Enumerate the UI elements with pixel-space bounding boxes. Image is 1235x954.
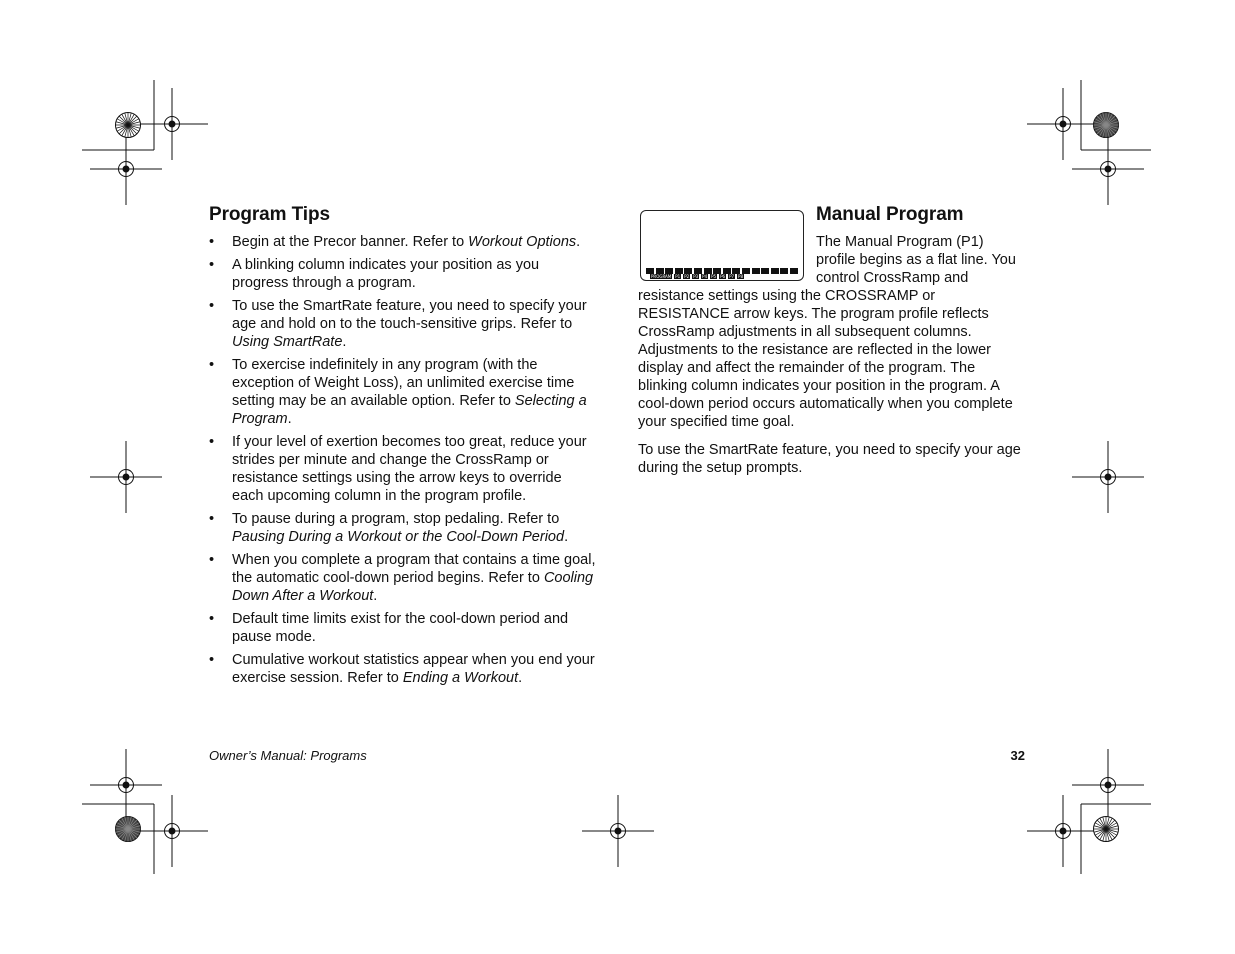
- registration-crosshair: [90, 749, 162, 821]
- tip-end: .: [373, 588, 378, 604]
- registration-crosshair: [1072, 133, 1144, 205]
- manual-program-paragraph: To use the SmartRate feature, you need to specify your age during the setup prompts.: [638, 442, 1021, 476]
- program-key-label: P5: [711, 274, 717, 279]
- tip-text: To use the SmartRate feature, you need to specify your age and hold on to the touch-sensitive grips. Refer to: [232, 298, 587, 332]
- color-rosette: [116, 817, 141, 842]
- tip-end: .: [564, 529, 569, 545]
- bullet-glyph: •: [209, 652, 215, 668]
- color-rosette: [1094, 817, 1119, 842]
- page-number: 32: [1010, 748, 1025, 763]
- registration-crosshair: [1072, 441, 1144, 513]
- profile-column: [771, 268, 779, 274]
- bullet-glyph: •: [209, 611, 215, 627]
- tip-text: To exercise indefinitely in any program (with the exception of Weight Loss), an unlimited exercise time setting may be an available option. Refer to: [232, 357, 575, 409]
- manual-program-paragraph: The Manual Program (P1) profile begins as a flat line. You control CrossRamp and resistance settings using the CROSSRAMP or RESISTANCE arrow keys. The program profile reflects CrossRamp adjustments in all subsequent columns. Adjustments to the resistance are reflected in the lower display and affect the remainder of the program. The blinking column indicates your position in the program. A cool-down period occurs automatically when you complete your specified time goal.: [638, 234, 1016, 430]
- program-key-label: P1: [675, 274, 681, 279]
- bullet-glyph: •: [209, 234, 215, 250]
- tip-item: [209, 233, 597, 251]
- program-key-label: P6: [720, 274, 726, 279]
- registration-crosshair: [136, 88, 208, 160]
- tip-reference: Selecting a Program: [232, 393, 587, 427]
- tip-end: .: [518, 670, 523, 686]
- program-key-label: P3: [693, 274, 699, 279]
- tip-text: To pause during a program, stop pedaling. Refer to: [232, 511, 560, 527]
- registration-crosshair: [136, 795, 208, 867]
- manual-program-heading: Manual Program: [816, 204, 964, 225]
- tip-item: [209, 651, 597, 687]
- tip-reference: Workout Options: [468, 234, 577, 250]
- tip-reference: Pausing During a Workout or the Cool-Down Period: [232, 529, 565, 545]
- tip-item: [209, 433, 597, 505]
- program-key-labels: [650, 274, 744, 279]
- bullet-glyph: •: [209, 357, 215, 373]
- program-tips-heading: Program Tips: [209, 204, 330, 225]
- tip-reference: Ending a Workout: [402, 670, 519, 686]
- bullet-glyph: •: [209, 552, 215, 568]
- program-tips-list: [209, 233, 597, 687]
- registration-crosshair: [1027, 88, 1099, 160]
- program-key-label: PROGRAM: [651, 274, 672, 279]
- tip-text: A blinking column indicates your position as you progress through a program.: [232, 257, 540, 291]
- program-tips-section: [209, 203, 597, 692]
- tip-end: .: [342, 334, 347, 350]
- program-key-label: P2: [684, 274, 690, 279]
- tip-reference: Cooling Down After a Workout: [232, 570, 594, 604]
- tip-text: If your level of exertion becomes too great, reduce your strides per minute and change the CrossRamp or resistance settings using the arrow keys to override each upcoming column in the program profile.: [232, 434, 587, 504]
- tip-item: [209, 256, 597, 292]
- tip-end: .: [576, 234, 581, 250]
- color-rosette: [116, 113, 141, 138]
- profile-column: [752, 268, 760, 274]
- tip-item: [209, 356, 597, 428]
- profile-column: [761, 268, 769, 274]
- tip-text: Begin at the Precor banner. Refer to: [232, 234, 469, 250]
- registration-crosshair: [90, 133, 162, 205]
- tip-text: Default time limits exist for the cool-down period and pause mode.: [232, 611, 569, 645]
- manual-program-section: [638, 203, 1026, 477]
- tip-item: [209, 551, 597, 605]
- registration-crosshair: [582, 795, 654, 867]
- program-key-label: P4: [702, 274, 708, 279]
- tip-reference: Using SmartRate: [232, 334, 343, 350]
- tip-item: [209, 297, 597, 351]
- registration-crosshair: [1072, 749, 1144, 821]
- bullet-glyph: •: [209, 511, 215, 527]
- program-display-graphic: [640, 210, 804, 281]
- bullet-glyph: •: [209, 257, 215, 273]
- tip-end: .: [287, 411, 292, 427]
- tip-text: Cumulative workout statistics appear when you end your exercise session. Refer to: [232, 652, 595, 686]
- color-rosette: [1094, 113, 1119, 138]
- bullet-glyph: •: [209, 298, 215, 314]
- tip-item: [209, 510, 597, 546]
- registration-crosshair: [90, 441, 162, 513]
- tip-item: [209, 610, 597, 646]
- program-key-label: P7: [729, 274, 735, 279]
- bullet-glyph: •: [209, 434, 215, 450]
- program-key-label: P8: [738, 274, 743, 279]
- profile-column: [780, 268, 788, 274]
- profile-column: [790, 268, 798, 274]
- registration-crosshair: [1027, 795, 1099, 867]
- tip-text: When you complete a program that contains a time goal, the automatic cool-down period begins. Refer to: [232, 552, 596, 586]
- footer-title: Owner’s Manual: Programs: [209, 748, 367, 763]
